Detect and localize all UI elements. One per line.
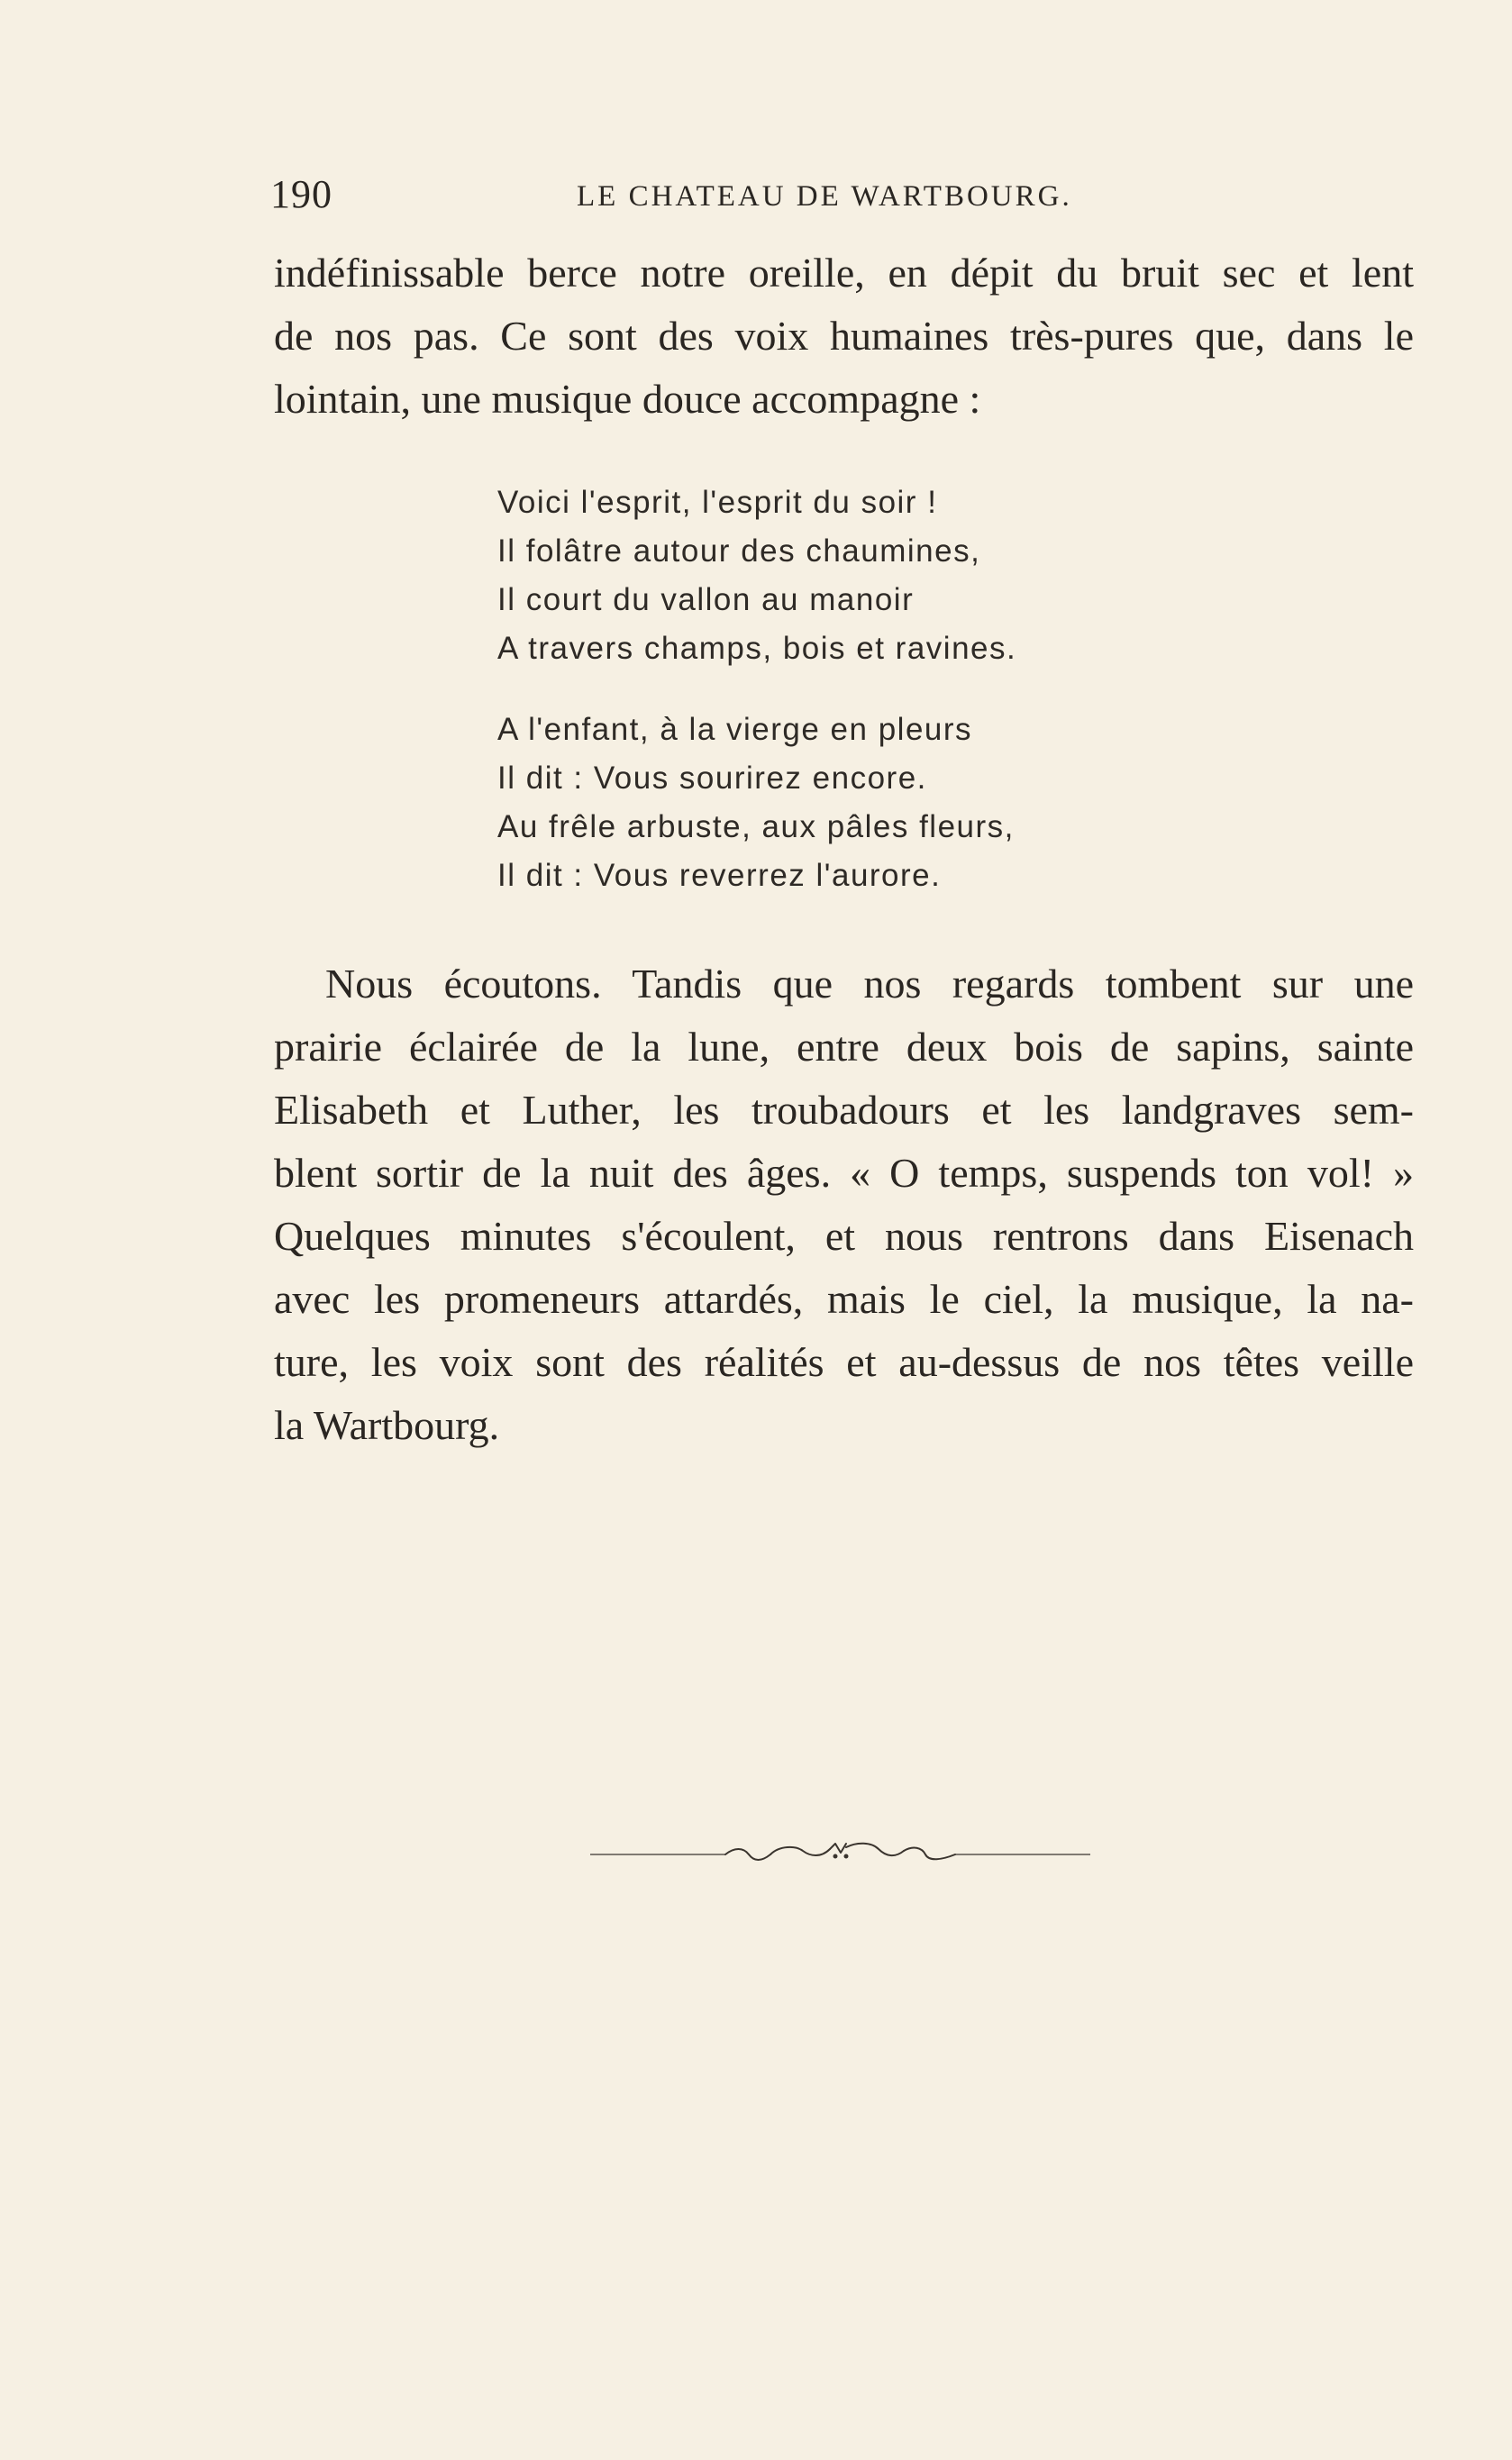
running-head: LE CHATEAU DE WARTBOURG. [577, 180, 1072, 213]
verse-line: Il dit : Vous reverrez l'aurore. [497, 858, 942, 893]
text-line: indéfinissable berce notre oreille, en dépit du bruit sec et lent [274, 250, 1414, 296]
text-line: la Wartbourg. [274, 1402, 500, 1448]
paragraph-1 [274, 241, 1414, 431]
paragraph-2 [274, 952, 1414, 1457]
verse-line: Il dit : Vous sourirez encore. [497, 761, 927, 796]
verse-line: Voici l'esprit, l'esprit du soir ! [497, 485, 938, 520]
verse-line: A l'enfant, à la vierge en pleurs [497, 712, 973, 747]
text-line: prairie éclairée de la lune, entre deux bois de sapins, sainte [274, 1024, 1414, 1070]
verse-line: Au frêle arbuste, aux pâles fleurs, [497, 809, 1015, 844]
poem-stanza-1 [497, 478, 1016, 673]
text-line: de nos pas. Ce sont des voix humaines très-pures que, dans le [274, 313, 1414, 359]
verse-line: Il court du vallon au manoir [497, 582, 915, 617]
verse-line: Il folâtre autour des chaumines, [497, 533, 981, 569]
verse-line: A travers champs, bois et ravines. [497, 631, 1017, 666]
text-line: lointain, une musique douce accompagne : [274, 376, 981, 422]
text-line: Elisabeth et Luther, les troubadours et les landgraves sem- [274, 1087, 1414, 1133]
ornament-rule-icon [590, 1838, 1090, 1865]
text-line: Nous écoutons. Tandis que nos regards tombent sur une [325, 961, 1414, 1007]
poem-stanza-2 [497, 706, 1015, 900]
text-line: ture, les voix sont des réalités et au-dessus de nos têtes veille [274, 1339, 1414, 1385]
text-line: Quelques minutes s'écoulent, et nous rentrons dans Eisenach [274, 1213, 1414, 1259]
page-number: 190 [270, 172, 332, 216]
text-line: avec les promeneurs attardés, mais le ciel, la musique, la na- [274, 1276, 1414, 1322]
text-line: blent sortir de la nuit des âges. « O temps, suspends ton vol! » [274, 1150, 1414, 1196]
